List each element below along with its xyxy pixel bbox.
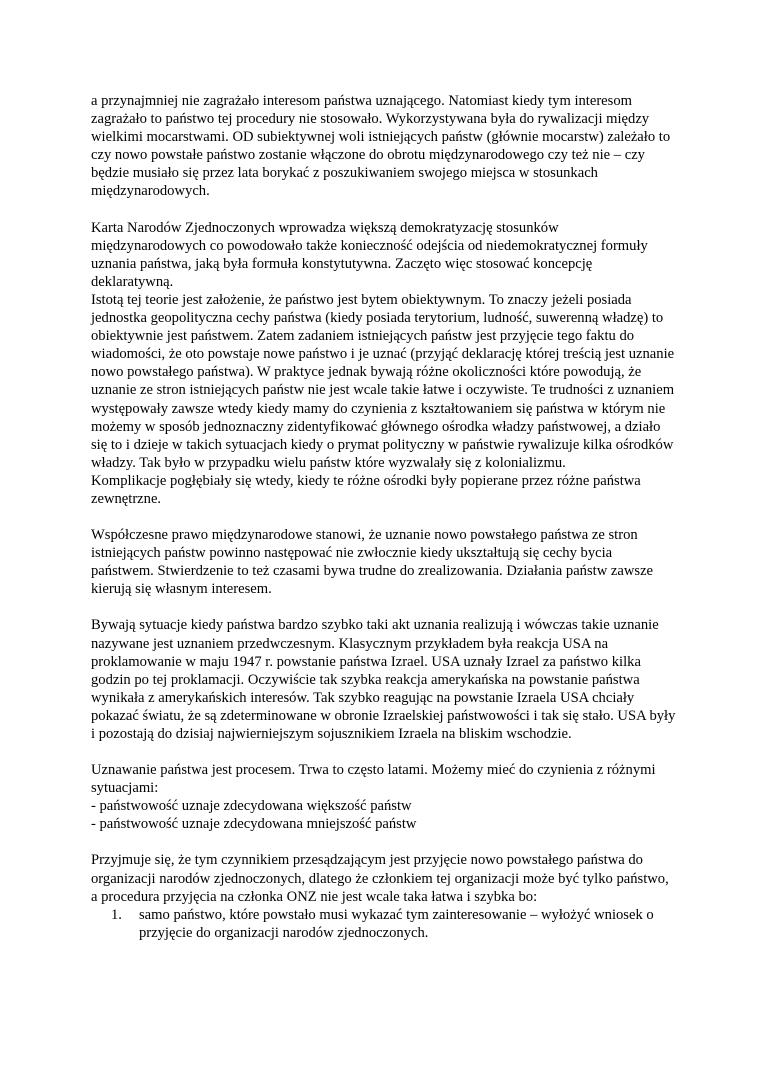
paragraph-2: Karta Narodów Zjednoczonych wprowadza większą demokratyzację stosunków międzynarodowych co powodowało także konieczność odejścia od niedemokratycznej formuły uznania państwa, jaką była formuła konstytutywna. Zaczęto więc stosować koncepcję deklaratywną.	[91, 219, 648, 290]
numbered-list	[91, 906, 676, 942]
list-item	[91, 906, 676, 942]
paragraph-1: a przynajmniej nie zagrażało interesom państwa uznającego. Natomiast kiedy tym interesom zagrażało to państwo tej procedury nie stosowało. Wykorzystywana była do rywalizacji między wielkimi mocarstwami. OD subiektywnej woli istniejących państw (głównie mocarstw) zależało to czy nowo powstałe państwo zostanie włączone do obrotu międzynarodowego czy też nie – czy będzie musiało się przez lata borykać z poszukiwaniem swojego miejsca w stosunkach międzynarodowych.	[91, 93, 671, 200]
paragraph-5: Współczesne prawo międzynarodowe stanowi, że uznanie nowo powstałego państwa ze stron istniejących państw powinno następować nie zwłocznie kiedy ukształtują się cechy bycia państwem. Stwierdzenie to też czasami bywa trudne do zrealizowania. Działania państw zawsze kierują się własnym interesem.	[91, 527, 654, 598]
paragraph-gap	[91, 201, 676, 219]
paragraph-gap	[91, 508, 676, 526]
paragraph-7: Uznawanie państwa jest procesem. Trwa to często latami. Możemy mieć do czynienia z różnymi sytuacjami:	[91, 762, 656, 797]
paragraph-3: Istotą tej teorie jest założenie, że państwo jest bytem obiektywnym. To znaczy jeżeli posiada jednostka geopolityczna cechy państwa (kiedy posiada terytorium, ludność, suwerenną władzę) to obiektywnie jest państwem. Zatem zadaniem istniejących państw jest przyjęcie tego faktu do wiadomości, że oto powstaje nowe państwo i je uznać (przyjąć deklarację której treścią jest uznanie nowo powstałego państwa). W praktyce jednak bywają różne okoliczności które powodują, że uznanie ze stron istniejących państw nie jest wcale takie łatwe i oczywiste. Te trudności z uznaniem występowały zawsze wtedy kiedy mamy do czynienia z kształtowaniem się państwa w którym nie możemy w sposób jednoznaczny zidentyfikować głównego ośrodka władzy państwowej, a działo się to i dzieje w takich sytuacjach kiedy o prymat polityczny w państwie rywalizuje kilka ośrodków władzy. Tak było w przypadku wielu państw które wyzwalały się z kolonializmu.	[91, 291, 675, 471]
paragraph-gap	[91, 598, 676, 616]
paragraph-gap	[91, 833, 676, 851]
paragraph-4: Komplikacje pogłębiały się wtedy, kiedy te różne ośrodki były popierane przez różne państwa zewnętrzne.	[91, 472, 641, 507]
paragraph-gap	[91, 743, 676, 761]
paragraph-8: Przyjmuje się, że tym czynnikiem przesądzającym jest przyjęcie nowo powstałego państwa do organizacji narodów zjednoczonych, dlatego że członkiem tej organizacji może być tylko państwo, a procedura przyjęcia na członka ONZ nie jest wcale taka łatwa i szybka bo:	[91, 852, 669, 905]
paragraph-6: Bywają sytuacje kiedy państwa bardzo szybko taki akt uznania realizują i wówczas takie uznanie nazywane jest uznaniem przedwczesnym. Klasycznym przykładem była reakcja USA na proklamowanie w maju 1947 r. powstanie państwa Izrael. USA uznały Izrael za państwo kilka godzin po tej proklamacji. Oczywiście tak szybka reakcja amerykańska na powstanie państwa wynikała z amerykańskich interesów. Tak szybko reagując na powstanie Izraela USA chciały pokazać światu, że są zdeterminowane w obronie Izraelskiej państwowości i tak się stało. USA były i pozostają do dzisiaj najwierniejszym sojusznikiem Izraela na bliskim wschodzie.	[91, 617, 676, 742]
list-item-text: samo państwo, które powstało musi wykazać tym zainteresowanie – wyłożyć wniosek o przyjęcie do organizacji narodów zjednoczonych.	[139, 906, 654, 941]
paragraph-7-line-1: - państwowość uznaje zdecydowana większość państw	[91, 798, 412, 815]
paragraph-7-line-2: - państwowość uznaje zdecydowana mniejszość państw	[91, 816, 417, 833]
list-item-number: 1.	[111, 906, 122, 923]
document-body	[91, 92, 676, 942]
